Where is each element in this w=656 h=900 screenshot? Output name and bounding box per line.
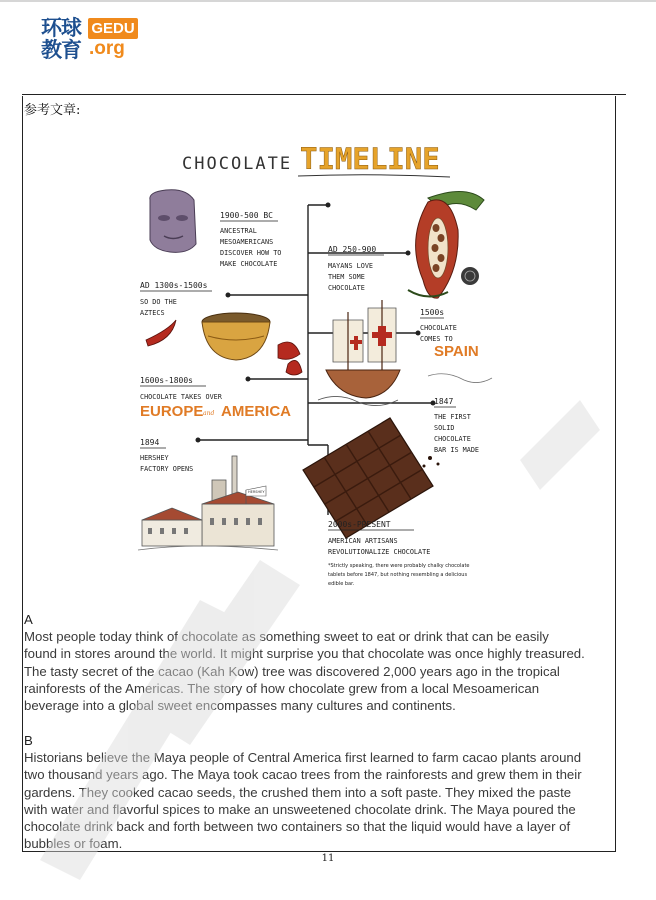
section-a-letter: A bbox=[24, 612, 33, 627]
section-b-letter: B bbox=[24, 733, 33, 748]
event-6-text: THE FIRST SOLID CHOCOLATE BAR IS MADE bbox=[434, 413, 480, 454]
section-b-line: chocolate drink back and forth between two containers so that the liquid would have a layer of bbox=[24, 819, 571, 835]
event-8-date: 2000s-PRESENT bbox=[328, 520, 391, 529]
logo-text-line2: 教育 bbox=[41, 38, 81, 62]
logo-text-line1: 环球 bbox=[41, 16, 81, 40]
event-5-text: CHOCOLATE TAKES OVER bbox=[140, 393, 222, 401]
olmec-head-illustration bbox=[150, 190, 196, 253]
infographic-title-small: CHOCOLATE bbox=[182, 154, 293, 174]
section-b-line: two thousand years ago. The Maya took cacao trees from the rainforests and grew them in their bbox=[24, 767, 582, 783]
event-7-date: 1894 bbox=[140, 438, 160, 447]
reference-label: 参考文章: bbox=[24, 103, 81, 118]
logo-brand-box: GEDU bbox=[88, 18, 138, 39]
section-a-line: Most people today think of chocolate as something sweet to eat or drink that can be easily bbox=[24, 629, 549, 645]
page-number: 11 bbox=[321, 853, 335, 864]
section-a-line: rainforests of the Americas. The story of how chocolate grew from a local Mesoamerican bbox=[24, 680, 540, 696]
event-1-date: 1900-500 BC bbox=[220, 211, 273, 220]
gedu-logo bbox=[41, 17, 141, 63]
section-b-line: bubbles or foam. bbox=[24, 836, 123, 852]
event-5-and: and bbox=[203, 410, 215, 417]
event-4-highlight: SPAIN bbox=[434, 343, 479, 360]
event-6-date: 1847 bbox=[434, 397, 454, 406]
event-5-highlight-right: AMERICA bbox=[221, 403, 291, 420]
section-a-line: beverage into a global sweet encompasses many cultures and continents. bbox=[24, 698, 456, 714]
section-b bbox=[24, 732, 618, 852]
section-b-line: with water and flavorful spices to make an unsweetened chocolate drink. The Maya poured the bbox=[24, 801, 576, 817]
infographic-footnote: *Strictly speaking, there were probably chalky chocolate tablets before 1847, but nothing resembling a delicious edible bar. bbox=[328, 563, 470, 587]
event-5-date: 1600s-1800s bbox=[140, 376, 193, 385]
factory-flag-text: HERSHEY bbox=[248, 490, 265, 494]
section-b-line: gardens. They cooked cacao seeds, the crushed them into a soft paste. They mixed the paste bbox=[24, 784, 572, 800]
event-2-date: AD 250-900 bbox=[328, 245, 377, 254]
chocolate-bowl-illustration bbox=[146, 313, 302, 375]
event-8-text: AMERICAN ARTISANS REVOLUTIONALIZE CHOCOLATE bbox=[328, 537, 431, 556]
event-5-highlight-left: EUROPE bbox=[140, 403, 204, 420]
header-rule bbox=[22, 94, 626, 95]
logo-domain: .org bbox=[89, 38, 125, 59]
event-7-text: HERSHEY FACTORY OPENS bbox=[140, 454, 194, 473]
event-2-text: MAYANS LOVE THEM SOME CHOCOLATE bbox=[328, 262, 374, 292]
infographic-title-big: TIMELINE bbox=[300, 142, 440, 176]
chocolate-timeline-infographic bbox=[128, 140, 508, 600]
section-b-line: Historians believe the Maya people of Central America first learned to farm cacao plants around bbox=[24, 750, 582, 766]
cacao-pod-illustration bbox=[408, 191, 484, 298]
section-a-line: The tasty secret of the cacao (Kah Kow) tree was discovered 2,000 years ago in the tropical bbox=[24, 663, 560, 679]
event-4-text: CHOCOLATE COMES TO bbox=[420, 324, 457, 343]
section-a-line: found in stores around the world. It might surprise you that chocolate was once highly treasured. bbox=[24, 646, 585, 662]
event-1-text: ANCESTRAL MESOAMERICANS DISCOVER HOW TO MAKE CHOCOLATE bbox=[220, 227, 282, 268]
top-rule bbox=[0, 0, 656, 2]
event-3-date: AD 1300s-1500s bbox=[140, 281, 208, 290]
event-4-date: 1500s bbox=[420, 308, 445, 317]
event-3-text: SO DO THE AZTECS bbox=[140, 298, 177, 317]
section-a bbox=[24, 611, 618, 714]
